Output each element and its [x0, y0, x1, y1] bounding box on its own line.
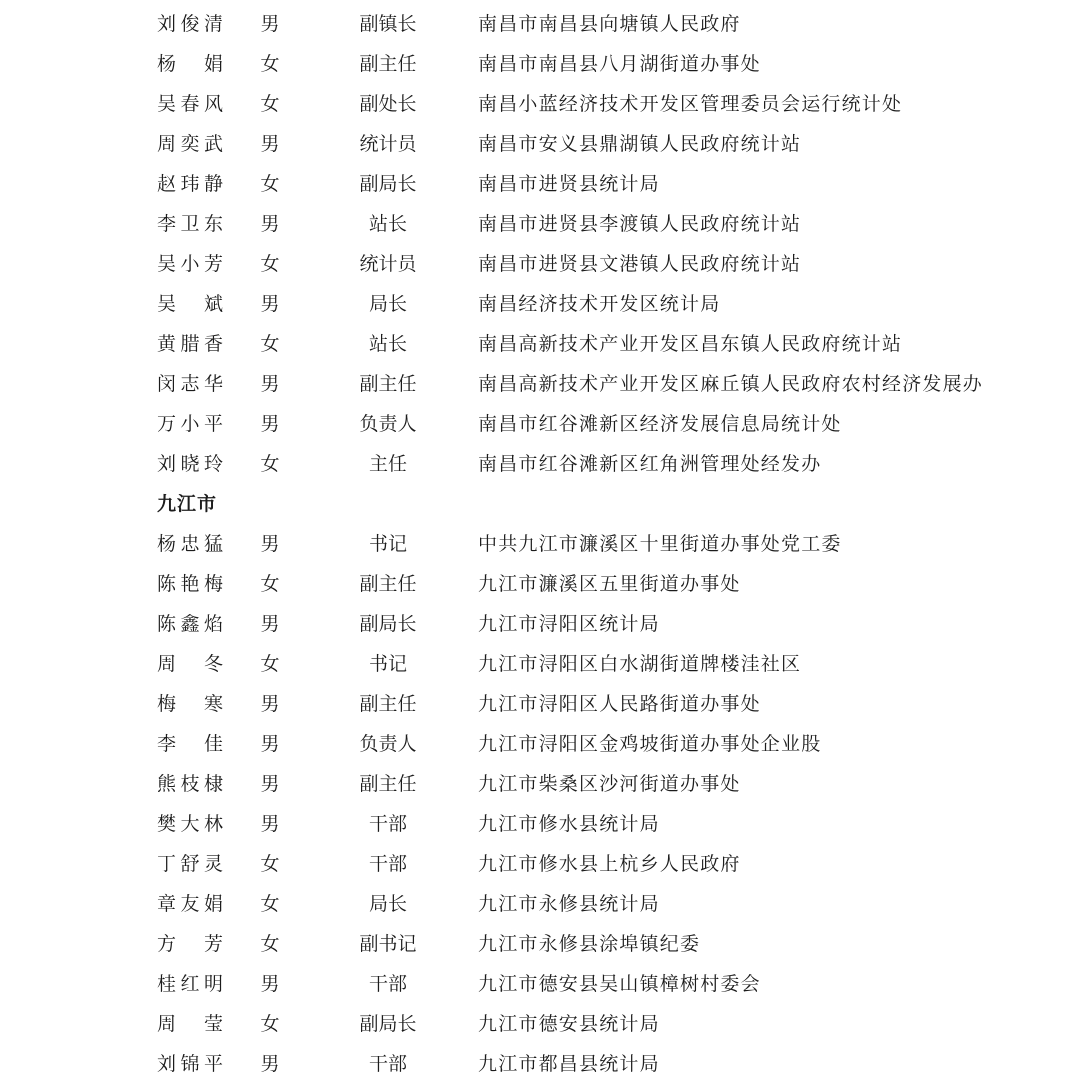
list-item	[0, 844, 1080, 884]
person-position: 副主任	[359, 693, 417, 715]
person-name: 樊大林	[157, 813, 223, 835]
person-gender: 男	[260, 533, 280, 555]
person-position: 干部	[368, 853, 407, 875]
person-name: 桂红明	[157, 973, 223, 995]
person-position: 副局长	[359, 1013, 417, 1035]
list-item	[0, 84, 1080, 124]
person-unit: 南昌市安义县鼎湖镇人民政府统计站	[478, 133, 802, 155]
person-unit: 南昌市进贤县文港镇人民政府统计站	[478, 253, 802, 275]
person-unit: 南昌市进贤县统计局	[478, 173, 660, 195]
person-name: 吴春风	[157, 93, 223, 115]
list-item	[0, 884, 1080, 924]
person-gender: 女	[260, 53, 280, 75]
person-position: 站长	[368, 333, 407, 355]
person-unit: 九江市永修县统计局	[478, 893, 660, 915]
person-name: 陈艳梅	[157, 573, 223, 595]
list-item	[0, 444, 1080, 484]
person-name: 丁舒灵	[157, 853, 223, 875]
person-name: 黄腊香	[157, 333, 223, 355]
person-unit: 九江市浔阳区人民路街道办事处	[478, 693, 761, 715]
person-gender: 女	[260, 1013, 280, 1035]
person-position: 局长	[368, 893, 407, 915]
person-unit: 南昌市红谷滩新区红角洲管理处经发办	[478, 453, 822, 475]
person-position: 干部	[368, 1053, 407, 1075]
person-gender: 男	[260, 693, 280, 715]
person-gender: 男	[260, 293, 280, 315]
person-position: 副局长	[359, 173, 417, 195]
person-position: 干部	[368, 973, 407, 995]
person-gender: 男	[260, 373, 280, 395]
person-gender: 男	[260, 213, 280, 235]
person-gender: 女	[260, 653, 280, 675]
person-unit: 九江市浔阳区白水湖街道牌楼洼社区	[478, 653, 802, 675]
person-position: 副主任	[359, 373, 417, 395]
person-unit: 九江市永修县涂埠镇纪委	[478, 933, 701, 955]
person-gender: 女	[260, 93, 280, 115]
list-item	[0, 324, 1080, 364]
person-position: 副处长	[359, 93, 417, 115]
person-unit: 南昌高新技术产业开发区麻丘镇人民政府农村经济发展办	[478, 373, 984, 395]
list-item	[0, 4, 1080, 44]
list-item	[0, 284, 1080, 324]
list-item	[0, 524, 1080, 564]
list-item	[0, 804, 1080, 844]
region-heading-row	[0, 484, 1080, 524]
person-name: 梅寒	[157, 693, 223, 715]
person-name: 周奕武	[157, 133, 223, 155]
person-gender: 女	[260, 853, 280, 875]
person-gender: 男	[260, 613, 280, 635]
person-gender: 男	[260, 413, 280, 435]
person-position: 统计员	[359, 133, 417, 155]
person-name: 刘晓玲	[157, 453, 223, 475]
list-item	[0, 764, 1080, 804]
person-unit: 南昌市红谷滩新区经济发展信息局统计处	[478, 413, 842, 435]
person-name: 陈鑫焰	[157, 613, 223, 635]
person-gender: 女	[260, 893, 280, 915]
list-item	[0, 44, 1080, 84]
person-name: 刘锦平	[157, 1053, 223, 1075]
list-item	[0, 964, 1080, 1004]
person-name: 万小平	[157, 413, 223, 435]
person-unit: 九江市修水县上杭乡人民政府	[478, 853, 741, 875]
region-heading: 九江市	[157, 493, 218, 515]
person-unit: 南昌市南昌县向塘镇人民政府	[478, 13, 741, 35]
person-unit: 九江市浔阳区金鸡坡街道办事处企业股	[478, 733, 822, 755]
person-unit: 中共九江市濂溪区十里街道办事处党工委	[478, 533, 842, 555]
list-item	[0, 684, 1080, 724]
person-name: 熊枝棣	[157, 773, 223, 795]
person-position: 副主任	[359, 773, 417, 795]
list-item	[0, 124, 1080, 164]
person-unit: 南昌经济技术开发区统计局	[478, 293, 721, 315]
person-unit: 南昌市进贤县李渡镇人民政府统计站	[478, 213, 802, 235]
person-unit: 南昌高新技术产业开发区昌东镇人民政府统计站	[478, 333, 903, 355]
person-gender: 男	[260, 773, 280, 795]
person-name: 闵志华	[157, 373, 223, 395]
person-position: 副镇长	[359, 13, 417, 35]
list-item	[0, 724, 1080, 764]
person-unit: 九江市德安县统计局	[478, 1013, 660, 1035]
person-unit: 南昌小蓝经济技术开发区管理委员会运行统计处	[478, 93, 903, 115]
person-unit: 九江市濂溪区五里街道办事处	[478, 573, 741, 595]
person-unit: 九江市都昌县统计局	[478, 1053, 660, 1075]
person-name: 赵玮静	[157, 173, 223, 195]
person-gender: 女	[260, 253, 280, 275]
person-gender: 女	[260, 573, 280, 595]
person-position: 副主任	[359, 53, 417, 75]
person-gender: 女	[260, 333, 280, 355]
person-name: 章友娟	[157, 893, 223, 915]
list-item	[0, 1044, 1080, 1084]
person-position: 书记	[368, 653, 407, 675]
person-gender: 女	[260, 453, 280, 475]
person-gender: 男	[260, 813, 280, 835]
person-name: 杨娟	[157, 53, 223, 75]
person-name: 李佳	[157, 733, 223, 755]
list-item	[0, 404, 1080, 444]
person-position: 副局长	[359, 613, 417, 635]
person-gender: 男	[260, 1053, 280, 1075]
list-item	[0, 1004, 1080, 1044]
person-name: 李卫东	[157, 213, 223, 235]
person-position: 副主任	[359, 573, 417, 595]
person-unit: 九江市德安县吴山镇樟树村委会	[478, 973, 761, 995]
person-position: 局长	[368, 293, 407, 315]
person-gender: 男	[260, 973, 280, 995]
person-gender: 男	[260, 13, 280, 35]
list-item	[0, 564, 1080, 604]
person-name: 杨忠猛	[157, 533, 223, 555]
person-name: 吴斌	[157, 293, 223, 315]
list-item	[0, 364, 1080, 404]
person-position: 统计员	[359, 253, 417, 275]
list-item	[0, 204, 1080, 244]
person-position: 主任	[368, 453, 407, 475]
person-unit: 南昌市南昌县八月湖街道办事处	[478, 53, 761, 75]
person-position: 副书记	[359, 933, 417, 955]
person-unit: 九江市浔阳区统计局	[478, 613, 660, 635]
person-gender: 女	[260, 933, 280, 955]
person-position: 干部	[368, 813, 407, 835]
person-name: 周冬	[157, 653, 223, 675]
person-gender: 男	[260, 733, 280, 755]
list-item	[0, 924, 1080, 964]
person-position: 站长	[368, 213, 407, 235]
person-name: 吴小芳	[157, 253, 223, 275]
list-item	[0, 244, 1080, 284]
person-unit: 九江市柴桑区沙河街道办事处	[478, 773, 741, 795]
person-unit: 九江市修水县统计局	[478, 813, 660, 835]
person-name: 周莹	[157, 1013, 223, 1035]
person-position: 书记	[368, 533, 407, 555]
personnel-list	[0, 4, 1080, 1084]
person-position: 负责人	[359, 733, 417, 755]
list-item	[0, 164, 1080, 204]
person-gender: 男	[260, 133, 280, 155]
person-gender: 女	[260, 173, 280, 195]
person-position: 负责人	[359, 413, 417, 435]
person-name: 刘俊清	[157, 13, 223, 35]
list-item	[0, 604, 1080, 644]
person-name: 方芳	[157, 933, 223, 955]
list-item	[0, 644, 1080, 684]
